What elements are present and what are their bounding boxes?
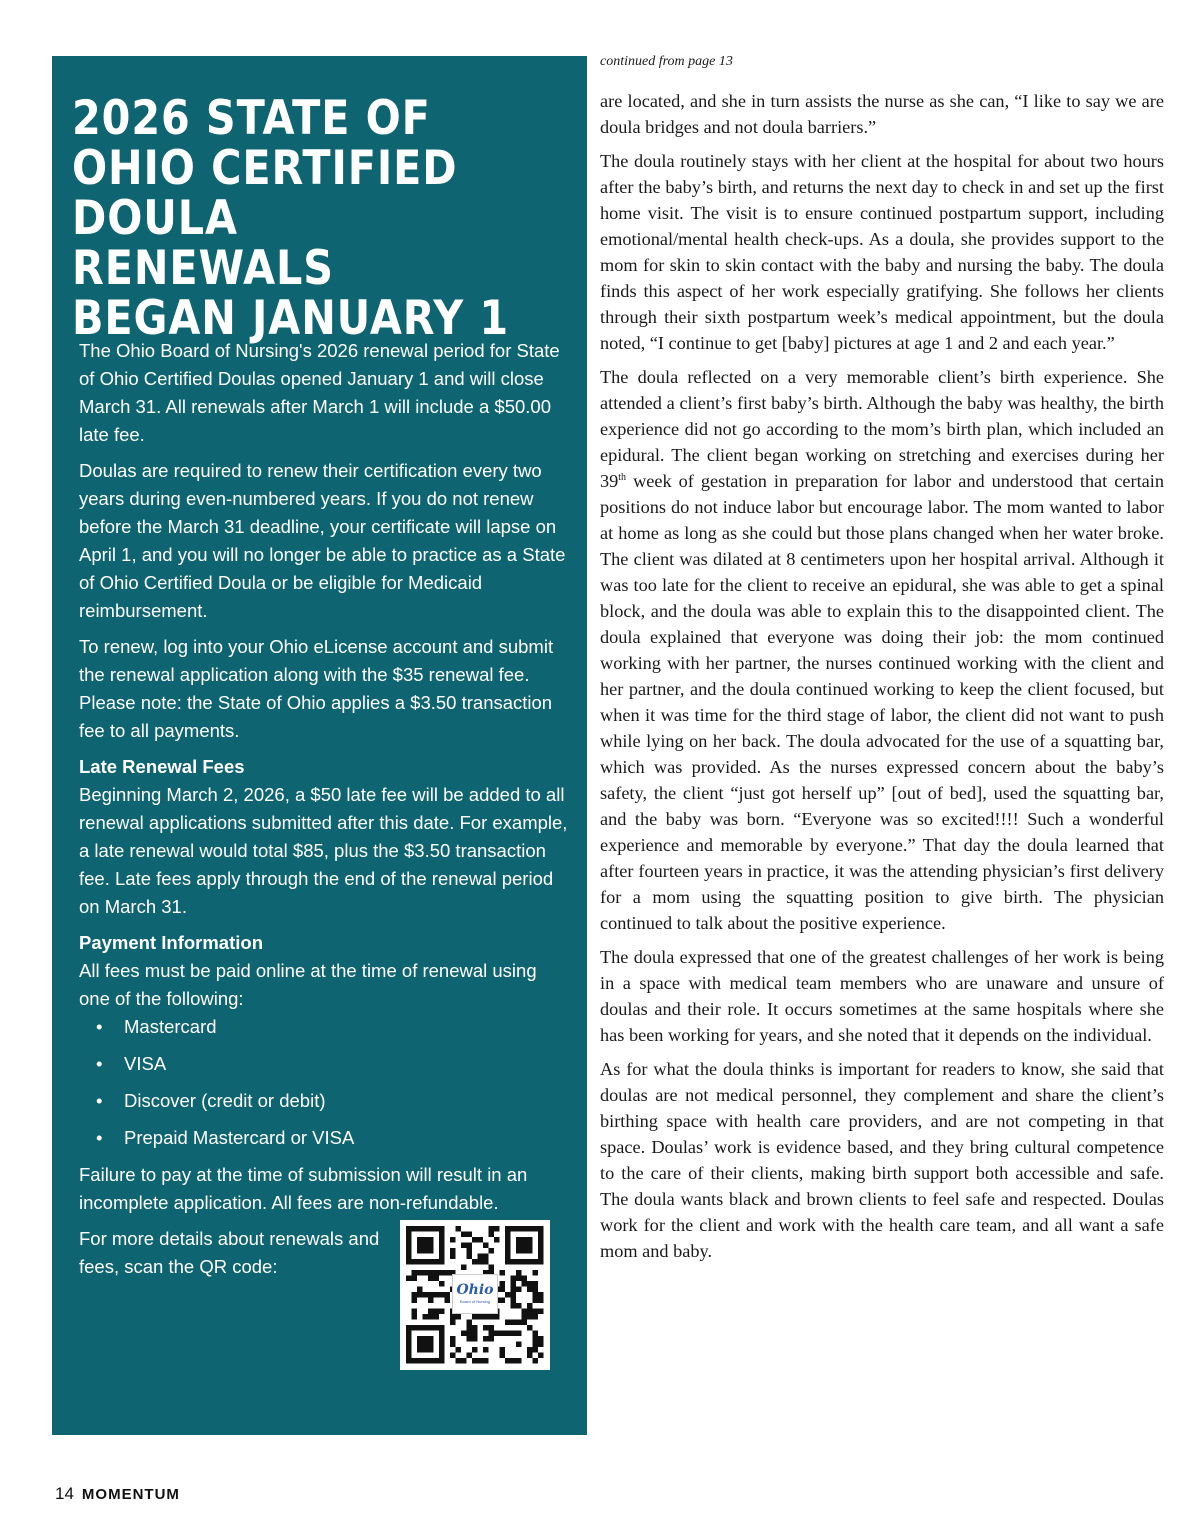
renewal-sidebar: [52, 56, 587, 1435]
bullet-icon: •: [96, 1016, 103, 1037]
bullet-icon: •: [96, 1127, 103, 1148]
logo-wordmark: Ohio: [456, 1282, 494, 1298]
qr-code[interactable]: [400, 1220, 550, 1370]
failure-notice: Failure to pay at the time of submission will result in an incomplete application. All fees are non-refundable.: [79, 1164, 528, 1213]
article-paragraph: The doula routinely stays with her client at the hospital for about two hours after the baby’s birth, and returns the next day to check in and set up the first home visit. The visit is to ensure continued postpartum support, including emotional/mental health check-ups. As a doula, she provides support to the mom for skin to skin contact with the baby and nursing the baby. The doula finds this aspect of her work especially gratifying. She follows her clients through their sixth postpartum week’s medical appointment, but the doula noted, “I continue to get [baby] pictures at age 1 and 2 and each year.”: [600, 151, 1164, 353]
ohio-logo: [452, 1274, 498, 1314]
payment-method-label: Prepaid Mastercard or VISA: [124, 1127, 355, 1148]
list-item: [79, 1013, 569, 1041]
article-paragraph: [600, 364, 1164, 936]
late-fees-heading: Late Renewal Fees: [79, 756, 245, 777]
payment-method-label: Discover (credit or debit): [124, 1090, 326, 1111]
article-paragraph: The doula expressed that one of the greatest challenges of her work is being in a space with medical team members who are unaware and unsure of doulas and their role. It occurs sometimes at the same hospitals where she has been working for years, and she noted that it depends on the individual.: [600, 947, 1164, 1045]
article-paragraph: are located, and she in turn assists the nurse as she can, “I like to say we are doula bridges and not doula barriers.”: [600, 91, 1164, 137]
article-paragraph: As for what the doula thinks is important for readers to know, she said that doulas are not medical personnel, they complement and share the client’s birthing space with health care providers, and are not competing in that space. Doulas’ work is evidence based, and they bring cultural competence to the care of their clients, making birth support both accessible and safe. The doula wants black and brown clients to feel safe and respected. Doulas work for the client and work with the health care team, and all want a safe mom and baby.: [600, 1059, 1164, 1261]
qr-section: [79, 1225, 569, 1380]
late-fees-text: Beginning March 2, 2026, a $50 late fee will be added to all renewal applications submitted after this date. For example, a late renewal would total $85, plus the $3.50 transaction fee. Late fees apply through the end of the renewal period on March 31.: [79, 784, 568, 917]
paragraph-part: The doula reflected on a very memorable client’s birth experience. She attended a client’s first baby’s birth. Although the baby was healthy, the birth experience did not go according to the mom’s birth plan, which included an epidural. The client began working on stretching and exercises during her 39: [600, 367, 1164, 491]
publication-name: MOMENTUM: [81, 1486, 180, 1503]
payment-method-label: Mastercard: [124, 1016, 217, 1037]
superscript: th: [618, 471, 627, 483]
payment-info-heading: Payment Information: [79, 932, 263, 953]
qr-instructions: For more details about renewals and fees, scan the QR code:: [79, 1228, 380, 1277]
payment-info-text: All fees must be paid online at the time of renewal using one of the following:: [79, 960, 537, 1009]
sidebar-paragraph: To renew, log into your Ohio eLicense account and submit the renewal application along with the $35 renewal fee. Please note: the State of Ohio applies a $3.50 transaction fee to all payments.: [79, 636, 554, 741]
logo-subtitle: Board of Nursing: [459, 1299, 490, 1304]
sidebar-paragraph: Doulas are required to renew their certification every two years during even-numbered years. If you do not renew before the March 31 deadline, your certificate will lapse on April 1, and you will no longer be able to practice as a State of Ohio Certified Doula or be eligible for Medicaid reimbursement.: [79, 460, 566, 621]
sidebar-title: 2026 STATE OF OHIO CERTIFIED DOULA RENEWALS BEGAN JANUARY 1: [72, 91, 510, 346]
article-column: [600, 52, 1164, 1272]
list-item: [79, 1050, 569, 1078]
bullet-icon: •: [96, 1090, 103, 1111]
payment-methods-list: [79, 1013, 569, 1152]
sidebar-paragraph: The Ohio Board of Nursing's 2026 renewal period for State of Ohio Certified Doulas opened January 1 and will close March 31. All renewals after March 1 will include a $50.00 late fee.: [79, 340, 560, 445]
payment-method-label: VISA: [124, 1053, 167, 1074]
paragraph-part: week of gestation in preparation for labor and understood that certain positions do not induce labor but encourage labor. The mom wanted to labor at home as long as she could but those plans changed when her water broke. The client was dilated at 8 centimeters upon her hospital arrival. Although it was too late for the client to receive an epidural, she was able to get a spinal block, and the doula was able to explain this to the disappointed client. The doula explained that everyone was doing their job: the mom continued working with her partner, the nurses continued working with the client and her partner, and the doula continued working to keep the client focused, but when it was time for the third stage of labor, the client did not want to push while lying on her back. The doula advocated for the use of a squatting bar, which was provided. As the nurses expressed concern about the baby’s safety, the client “just got herself up” [out of bed], used the squatting bar, and the baby was born. “Everyone was so excited!!!! Such a wonderful experience and memorable by everyone.” That day the doula learned that after fourteen years in practice, it was the attending physician’s first delivery for a mom using the squatting position to give birth. The physician continued to talk about the positive experience.: [600, 471, 1164, 933]
page-footer: [55, 1484, 180, 1504]
continued-note: continued from page 13: [600, 54, 733, 69]
sidebar-body: [79, 337, 569, 1380]
list-item: [79, 1124, 569, 1152]
bullet-icon: •: [96, 1053, 103, 1074]
list-item: [79, 1087, 569, 1115]
page-number: 14: [55, 1484, 74, 1503]
